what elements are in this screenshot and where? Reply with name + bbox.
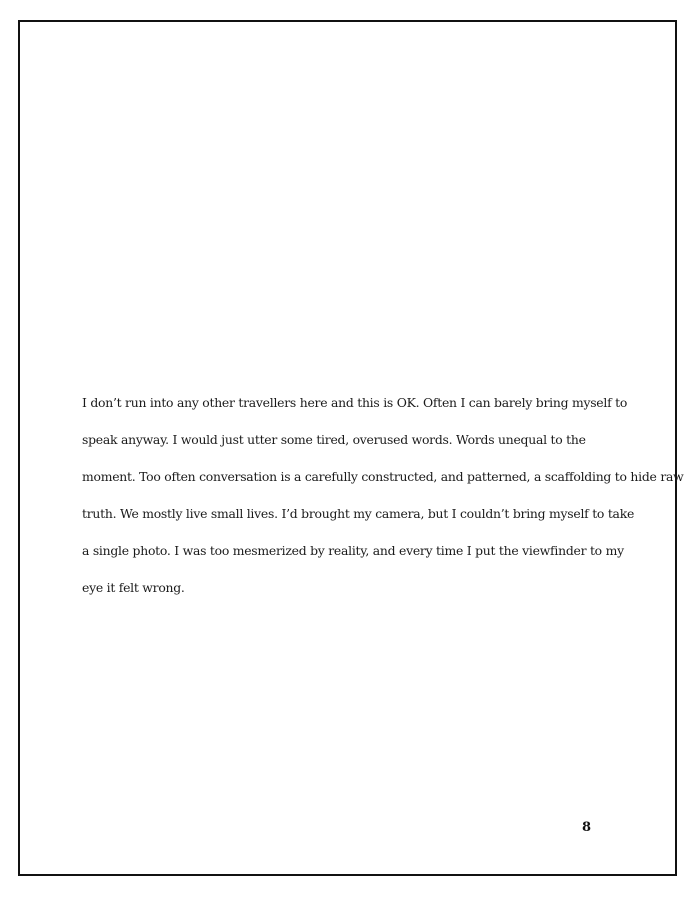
paragraph-line: I don’t run into any other travellers here and this is OK. Often I can barely bring myself to <box>82 395 628 410</box>
paragraph-line: a single photo. I was too mesmerized by reality, and every time I put the viewfinder to my <box>82 543 624 558</box>
body-paragraph <box>82 384 684 606</box>
page-frame <box>18 20 684 876</box>
paragraph-line: truth. We mostly live small lives. I’d brought my camera, but I couldn’t bring myself to take <box>82 506 635 521</box>
paragraph-line: eye it felt wrong. <box>82 580 185 595</box>
paragraph-line: moment. Too often conversation is a carefully constructed, and patterned, a scaffolding to hide raw <box>82 469 684 484</box>
paragraph-line: speak anyway. I would just utter some tired, overused words. Words unequal to the <box>82 432 586 447</box>
page-number: 8 <box>582 820 592 835</box>
